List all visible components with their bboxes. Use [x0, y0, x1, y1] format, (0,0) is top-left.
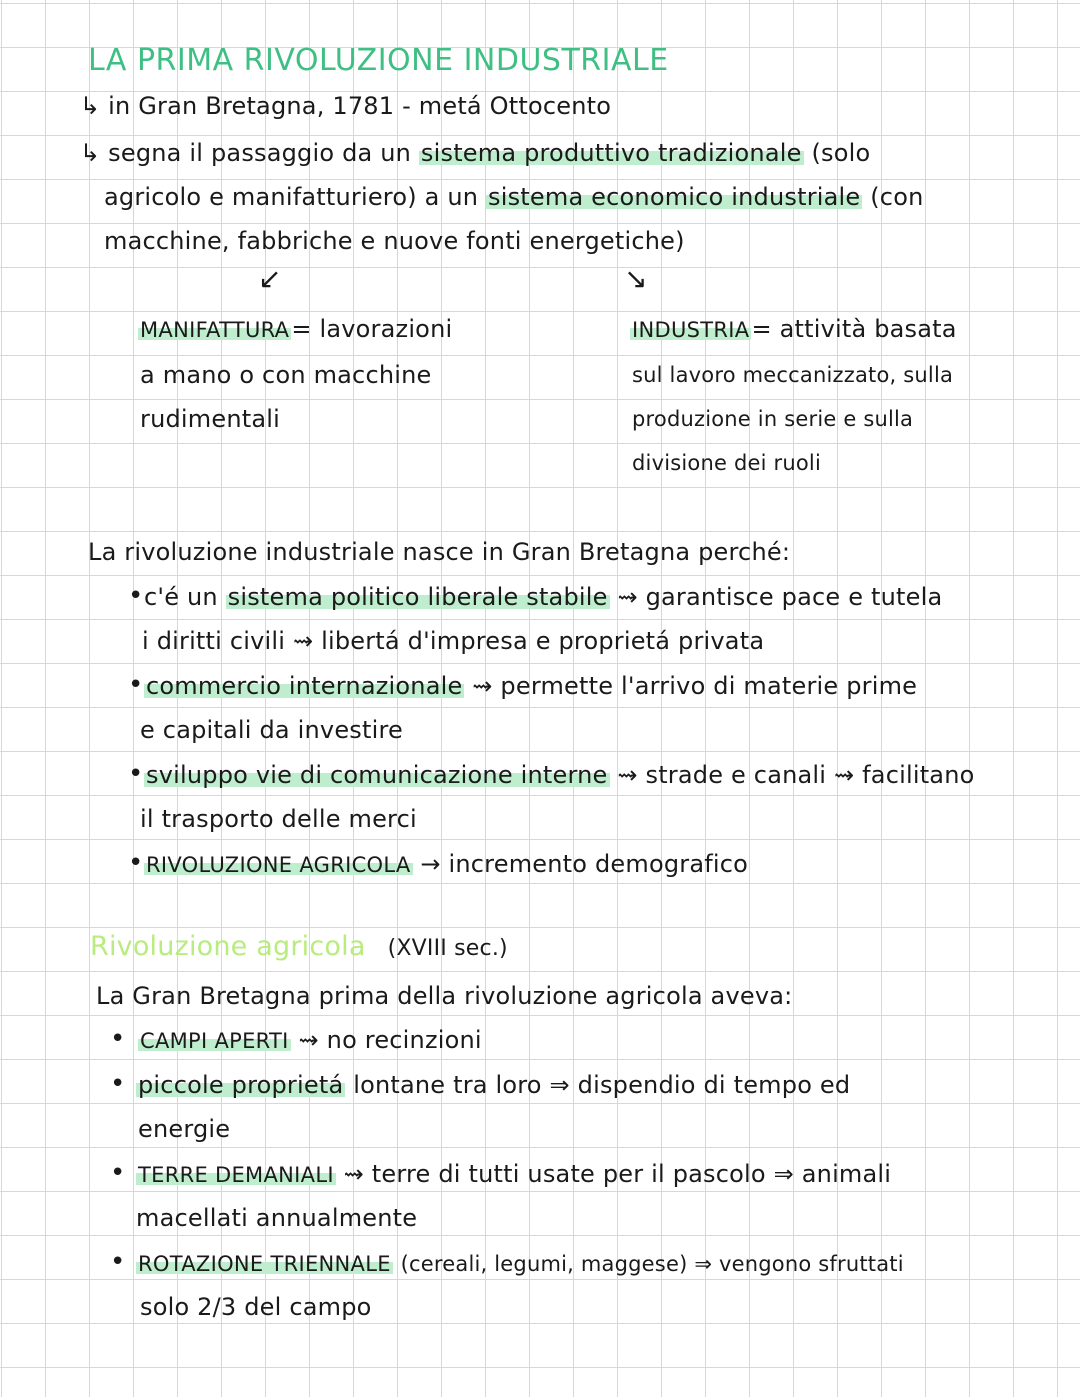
bullet-icon: •: [128, 759, 144, 789]
agricola-item-3-line-2-text: macellati annualmente: [136, 1204, 418, 1232]
manifattura-line-2: [140, 359, 432, 391]
reason-1-line-2: [142, 625, 764, 657]
agricola-heading-text: La Gran Bretagna prima della rivoluzione agricola aveva:: [96, 982, 793, 1010]
industria-term: INDUSTRIA: [632, 318, 750, 342]
reasons-heading: [88, 536, 790, 568]
reason-3-line-2-text: il trasporto delle merci: [140, 805, 417, 833]
intro-line-1: [80, 90, 611, 122]
agricola-item-2-line-2-text: energie: [138, 1115, 231, 1143]
industria-line-3-text: produzione in serie e sulla: [632, 407, 914, 431]
reason-4-line-1: [144, 848, 748, 881]
highlight-industrial-system: sistema economico industriale: [488, 183, 861, 211]
intro-line-3-pre: agricolo e manifatturiero) a un: [104, 183, 479, 211]
reason-4-post: → incremento demografico: [420, 850, 749, 878]
intro-line-2-post: (solo: [811, 139, 871, 167]
manifattura-line-1: [138, 313, 452, 346]
highlight-agricultural-revolution: RIVOLUZIONE AGRICOLA: [146, 853, 411, 877]
manifattura-term: MANIFATTURA: [140, 318, 290, 342]
bullet-icon: •: [110, 1069, 126, 1099]
manifattura-line-3-text: rudimentali: [140, 405, 280, 433]
highlight-traditional-system: sistema produttivo tradizionale: [420, 139, 802, 167]
highlight-communication-routes: sviluppo vie di comunicazione interne: [146, 761, 608, 789]
agricola-item-3: [136, 1158, 891, 1191]
agricola-item-4-line-2: [140, 1291, 372, 1323]
agricola-item-4: [136, 1247, 904, 1280]
page-title: [88, 42, 669, 80]
agricola-item-4-line-2-text: solo 2/3 del campo: [140, 1293, 372, 1321]
industria-line-2: [632, 359, 953, 391]
reasons-heading-text: La rivoluzione industriale nasce in Gran Bretagna perché:: [88, 538, 791, 566]
intro-line-3: [104, 181, 924, 213]
agricola-heading: [96, 980, 792, 1012]
manifattura-line-2-text: a mano o con macchine: [140, 361, 432, 389]
return-arrow-icon: ↳: [80, 139, 101, 167]
highlight-three-field-rotation: ROTAZIONE TRIENNALE: [138, 1252, 391, 1276]
highlight-small-properties: piccole proprietá: [138, 1071, 344, 1099]
agricola-item-2: [136, 1069, 850, 1101]
intro-line-4-text: macchine, fabbriche e nuove fonti energetiche): [104, 227, 685, 255]
industria-line-1: [630, 313, 957, 346]
intro-line-3-post: (con: [870, 183, 924, 211]
bullet-icon: •: [128, 581, 144, 611]
reason-1-post: ⇝ garantisce pace e tutela: [617, 583, 943, 611]
agricola-item-3-post: ⇝ terre di tutti usate per il pascolo ⇒ animali: [343, 1160, 892, 1188]
section-title-agricultural: [90, 930, 508, 966]
agricola-item-2-line-2: [138, 1113, 230, 1145]
agricola-period: (XVIII sec.): [387, 936, 508, 961]
intro-line-4: [104, 225, 685, 257]
manifattura-def: = lavorazioni: [291, 315, 453, 343]
intro-line-2: [80, 137, 870, 169]
reason-2-line-2-text: e capitali da investire: [140, 716, 403, 744]
down-left-arrow-icon: ↙: [258, 262, 282, 295]
bullet-icon: •: [110, 1024, 126, 1054]
reason-1-line-2-text: i diritti civili ⇝ libertá d'impresa e proprietá privata: [142, 627, 765, 655]
highlight-international-trade: commercio internazionale: [146, 672, 463, 700]
reason-3-post: ⇝ strade e canali ⇝ facilitano: [617, 761, 975, 789]
manifattura-line-3: [140, 403, 280, 435]
reason-3-line-1: [144, 759, 975, 791]
reason-2-line-1: [144, 670, 917, 702]
agricola-item-4-post: (cereali, legumi, maggese) ⇒ vengono sfruttati: [400, 1252, 904, 1276]
reason-3-line-2: [140, 803, 417, 835]
highlight-common-lands: TERRE DEMANIALI: [138, 1163, 334, 1187]
reason-1-line-1: [144, 581, 942, 613]
highlight-open-fields: CAMPI APERTI: [140, 1029, 289, 1053]
industria-line-4: [632, 447, 821, 479]
reason-1-pre: c'é un: [144, 583, 218, 611]
intro-line-2-pre: segna il passaggio da un: [108, 139, 412, 167]
industria-line-2-text: sul lavoro meccanizzato, sulla: [632, 363, 954, 387]
intro-line-1-text: in Gran Bretagna, 1781 - metá Ottocento: [108, 92, 612, 120]
return-arrow-icon: ↳: [80, 92, 101, 120]
down-right-arrow-icon: ↘: [624, 262, 648, 295]
reason-2-line-2: [140, 714, 403, 746]
agricola-item-2-post: lontane tra loro ⇒ dispendio di tempo ed: [353, 1071, 851, 1099]
bullet-icon: •: [128, 670, 144, 700]
agricola-item-1-post: ⇝ no recinzioni: [298, 1026, 482, 1054]
reason-2-post: ⇝ permette l'arrivo di materie prime: [472, 672, 918, 700]
page-title-text: LA PRIMA RIVOLUZIONE INDUSTRIALE: [88, 43, 669, 78]
bullet-icon: •: [110, 1247, 126, 1277]
bullet-icon: •: [110, 1158, 126, 1188]
industria-def: = attività basata: [751, 315, 957, 343]
agricola-item-1: [138, 1024, 482, 1057]
agricola-title-text: Rivoluzione agricola: [90, 931, 366, 962]
highlight-liberal-system: sistema politico liberale stabile: [227, 583, 608, 611]
agricola-item-3-line-2: [136, 1202, 417, 1234]
industria-line-4-text: divisione dei ruoli: [632, 451, 821, 475]
bullet-icon: •: [128, 848, 144, 878]
industria-line-3: [632, 403, 913, 435]
